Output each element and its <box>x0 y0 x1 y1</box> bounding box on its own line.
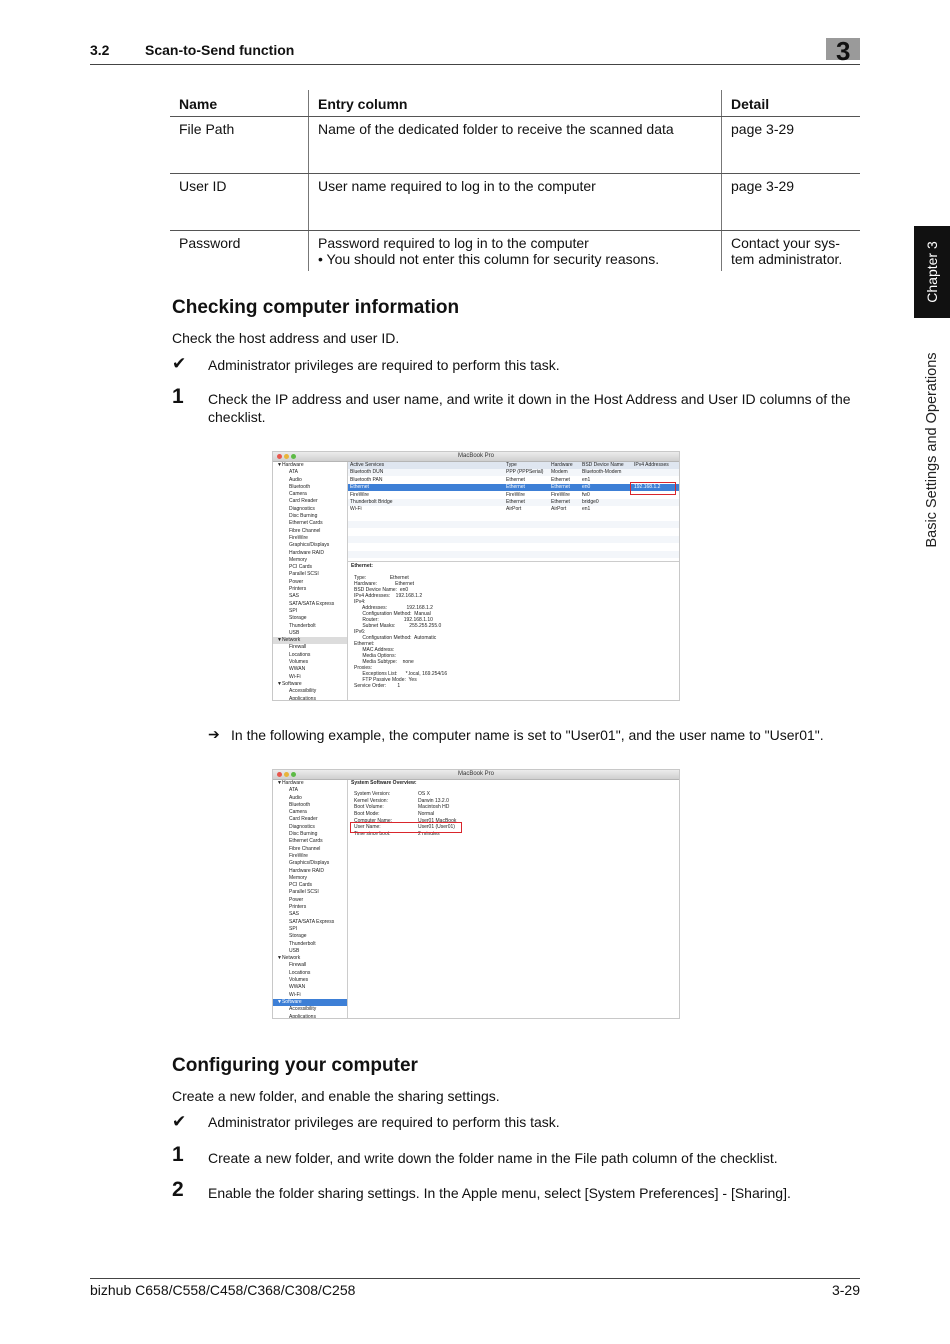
sidebar-item: Audio <box>289 794 302 801</box>
sidebar-item: Applications <box>289 1013 316 1019</box>
net-cell: 192.168.1.2 <box>634 484 661 491</box>
detail-line: Configuration Method: Automatic <box>354 635 437 642</box>
sidebar-item: Camera <box>289 809 307 816</box>
sidebar-item: Memory <box>289 556 308 563</box>
row-detail: page 3-29 <box>722 174 861 231</box>
table-row <box>170 174 860 231</box>
minimize-dot-icon <box>284 772 289 777</box>
chapter-title-tab <box>914 330 950 570</box>
table-header-row <box>170 90 860 117</box>
net-cell: en1 <box>582 506 591 513</box>
sidebar-item: Graphics/Displays <box>289 860 330 867</box>
network-services-list <box>348 462 679 558</box>
chapter-side-tab-label: Chapter 3 <box>924 241 940 303</box>
section-number: 3.2 <box>90 42 110 58</box>
sidebar-item: Ethernet Cards <box>289 838 323 845</box>
sidebar-item: Disc Burning <box>289 513 318 520</box>
sidebar-item: Card Reader <box>289 816 318 823</box>
net-column-header: Active Services <box>350 462 385 468</box>
sidebar-item: SAS <box>289 593 300 600</box>
sidebar-item: ▼Network <box>277 955 301 962</box>
detail-line: Exceptions List: *.local, 169.254/16 <box>354 671 448 678</box>
detail-line: IPv6: <box>354 629 366 636</box>
sidebar-item: ▼Hardware <box>277 780 304 786</box>
sidebar-item: Hardware RAID <box>289 549 325 556</box>
net-cell: PPP (PPPSerial) <box>506 469 544 476</box>
sidebar-item: Memory <box>289 874 308 881</box>
sidebar-item: ▼Software <box>277 680 302 687</box>
overview-key: Kernel Version: <box>354 797 388 804</box>
net-cell: FireWire <box>506 491 525 498</box>
row-name: Password <box>179 235 241 251</box>
sidebar-item: Locations <box>289 651 311 658</box>
sidebar-item: Fibre Channel <box>289 845 321 852</box>
net-row <box>348 469 679 476</box>
page-number: 3-29 <box>831 1282 860 1298</box>
sidebar-item: ATA <box>289 787 298 794</box>
sidebar-item: PCI Cards <box>289 564 313 571</box>
sidebar-item: Locations <box>289 969 311 976</box>
overview-value: Darwin 13.2.0 <box>418 797 449 804</box>
table-row <box>170 117 860 174</box>
overview-value: User01 (User01) <box>418 824 455 831</box>
net-cell: Ethernet <box>551 499 570 505</box>
net-cell: Bluetooth-Modem <box>582 469 622 476</box>
example-note: In the following example, the computer name is set to "User01", and the user name to "User01". <box>231 727 824 743</box>
overview-key: Boot Volume: <box>354 804 384 811</box>
chapter-number: 3 <box>836 36 851 66</box>
step-number: 2 <box>172 1178 184 1201</box>
net-empty-row <box>348 551 679 558</box>
prerequisite-note: Administrator privileges are required to perform this task. <box>208 1114 560 1130</box>
overview-value: User01 MacBook <box>418 817 457 824</box>
net-cell: Ethernet <box>506 499 525 505</box>
sidebar-item: SATA/SATA Express <box>289 918 335 925</box>
sidebar-item: Card Reader <box>289 498 318 505</box>
overview-title: System Software Overview: <box>351 780 417 786</box>
window-title: MacBook Pro <box>457 453 494 459</box>
net-column-header: IPv4 Addresses <box>634 462 669 468</box>
overview-key: System Version: <box>354 791 391 798</box>
minimize-dot-icon <box>284 454 289 459</box>
net-cell: Modem <box>551 469 568 476</box>
section-intro: Create a new folder, and enable the sharing settings. <box>172 1088 500 1104</box>
prerequisite-note: Administrator privileges are required to perform this task. <box>208 357 560 373</box>
sidebar-item: Accessibility <box>289 688 317 695</box>
row-name: File Path <box>170 117 309 174</box>
software-overview-pane <box>348 780 679 1018</box>
net-column-header: Type <box>506 462 517 468</box>
row-entry-bullet: • You should not enter this column for security reasons. <box>318 251 660 267</box>
net-cell: Bluetooth DUN <box>350 469 384 476</box>
row-detail: page 3-29 <box>722 117 861 174</box>
net-row <box>348 499 679 506</box>
sidebar-item: SATA/SATA Express <box>289 600 335 607</box>
sidebar-item: SPI <box>289 607 298 614</box>
detail-line: FTP Passive Mode: Yes <box>354 677 417 684</box>
window-titlebar <box>273 452 679 462</box>
net-cell: Ethernet <box>551 476 570 483</box>
sidebar-item: FireWire <box>289 852 308 859</box>
detail-line: IPv4: <box>354 599 366 606</box>
header-rule <box>90 64 860 65</box>
detail-line: Configuration Method: Manual <box>354 611 431 618</box>
sidebar-item: ATA <box>289 469 298 476</box>
zoom-dot-icon <box>291 454 296 459</box>
sidebar-item: Parallel SCSI <box>289 889 319 896</box>
net-cell: AirPort <box>506 506 522 513</box>
step-number: 1 <box>172 385 184 408</box>
sidebar-item: Power <box>289 578 304 585</box>
section-intro: Check the host address and user ID. <box>172 330 400 346</box>
net-cell: Ethernet <box>350 484 369 491</box>
overview-key: Computer Name: <box>354 817 393 824</box>
window-title: MacBook Pro <box>457 771 494 777</box>
net-cell: Wi-Fi <box>350 506 362 513</box>
sidebar-item: Firewall <box>289 962 307 969</box>
arrow-icon: ➔ <box>208 726 220 742</box>
sidebar-item: Camera <box>289 491 307 498</box>
sidebar-item: Volumes <box>289 977 309 984</box>
sidebar-item: Ethernet Cards <box>289 520 323 527</box>
section-heading: Configuring your computer <box>172 1055 418 1076</box>
ip-address-callout <box>630 482 676 495</box>
sidebar-item: WWAN <box>289 984 306 991</box>
sidebar-item: Wi-Fi <box>289 673 301 680</box>
row-entry-cell <box>309 231 722 272</box>
sidebar-item: Firewall <box>289 644 307 651</box>
row-name: User ID <box>170 174 309 231</box>
entry-table <box>170 90 860 271</box>
overview-row <box>351 811 679 818</box>
detail-line: Hardware: Ethernet <box>354 581 415 588</box>
net-cell: Ethernet <box>506 476 525 483</box>
detail-line: Addresses: 192.168.1.2 <box>354 605 433 612</box>
net-cell: bridge0 <box>582 499 599 505</box>
sidebar-item: FireWire <box>289 534 308 541</box>
column-header-detail: Detail <box>722 90 861 117</box>
row-entry: User name required to log in to the computer <box>309 174 722 231</box>
detail-line: Proxies: <box>354 665 373 672</box>
net-empty-row <box>348 536 679 543</box>
sidebar-item: Volumes <box>289 659 309 666</box>
net-cell: Thunderbolt Bridge <box>350 499 393 505</box>
detail-line: Type: Ethernet <box>354 575 409 582</box>
net-empty-row <box>348 529 679 536</box>
column-header-name: Name <box>170 90 309 117</box>
sidebar <box>273 780 348 1018</box>
sidebar-item: Diagnostics <box>289 823 315 830</box>
sidebar-item: Bluetooth <box>289 801 311 808</box>
net-cell: en1 <box>582 476 591 483</box>
sidebar-item: Printers <box>289 586 307 593</box>
net-cell: FireWire <box>551 491 570 498</box>
sidebar-item: ▼Hardware <box>277 462 304 468</box>
system-information-screenshot-network <box>272 451 680 701</box>
net-row <box>348 506 679 513</box>
column-header-entry: Entry column <box>309 90 722 117</box>
sidebar-item: PCI Cards <box>289 882 313 889</box>
net-empty-row <box>348 543 679 550</box>
sidebar-item: Graphics/Displays <box>289 542 330 549</box>
net-empty-row <box>348 514 679 521</box>
net-column-header: BSD Device Name <box>582 462 624 468</box>
sidebar-item: Hardware RAID <box>289 867 325 874</box>
net-cell: fw0 <box>582 491 590 498</box>
step-text: Check the IP address and user name, and write it down in the Host Address and User ID columns of the checklist. <box>208 391 851 425</box>
net-header-row <box>348 462 679 469</box>
sidebar-item: Parallel SCSI <box>289 571 319 578</box>
overview-row <box>351 804 679 811</box>
detail-line: Router: 192.168.1.10 <box>354 617 433 624</box>
net-column-header: Hardware <box>551 462 573 468</box>
net-cell: Ethernet <box>506 484 525 491</box>
detail-line: Media Subtype: none <box>354 659 414 666</box>
sidebar-item: Accessibility <box>289 1006 317 1013</box>
section-heading: Checking computer information <box>172 297 460 318</box>
sidebar-item: Wi-Fi <box>289 991 301 998</box>
sidebar-item: Printers <box>289 904 307 911</box>
sidebar-item: Storage <box>289 615 307 622</box>
sidebar-item: Audio <box>289 476 302 483</box>
overview-value: OS X <box>418 791 430 798</box>
net-cell: en0 <box>582 484 591 491</box>
sidebar-item: SPI <box>289 925 298 932</box>
chapter-title-label: Basic Settings and Operations <box>924 352 940 548</box>
row-entry: Name of the dedicated folder to receive the scanned data <box>309 117 722 174</box>
overview-value: Macintosh HD <box>418 804 450 811</box>
detail-line: Media Options: <box>354 653 396 660</box>
detail-line: Service Order: 1 <box>354 683 401 690</box>
sidebar-item: USB <box>289 629 300 636</box>
sidebar-item: Power <box>289 896 304 903</box>
sidebar-item: Thunderbolt <box>289 940 316 947</box>
detail-line: BSD Device Name: en0 <box>354 587 409 594</box>
network-detail-pane <box>348 561 679 700</box>
detail-line: IPv4 Addresses: 192.168.1.2 <box>354 593 423 600</box>
sidebar-item: WWAN <box>289 666 306 673</box>
detail-line: Ethernet: <box>354 641 375 648</box>
overview-key: Time since boot: <box>354 830 391 837</box>
system-information-screenshot-software <box>272 769 680 1019</box>
detail-title: Ethernet: <box>351 563 373 569</box>
net-cell: FireWire <box>350 491 369 498</box>
sidebar-item: SAS <box>289 911 300 918</box>
overview-key: User Name: <box>354 824 381 831</box>
table-row <box>170 231 860 272</box>
zoom-dot-icon <box>291 772 296 777</box>
sidebar-item: Applications <box>289 695 316 701</box>
step-number: 1 <box>172 1143 184 1166</box>
detail-line: MAC Address: <box>354 647 395 654</box>
user-name-callout <box>350 822 462 833</box>
footer-model: bizhub C658/C558/C458/C368/C308/C258 <box>90 1282 356 1298</box>
sidebar-item: USB <box>289 947 300 954</box>
sidebar-item: Fibre Channel <box>289 527 321 534</box>
net-empty-row <box>348 521 679 528</box>
sidebar <box>273 462 348 700</box>
chapter-side-tab-label-wrap <box>914 226 950 318</box>
sidebar-item: Bluetooth <box>289 483 311 490</box>
close-dot-icon <box>277 772 282 777</box>
net-cell: Ethernet <box>551 484 570 491</box>
step-text: Create a new folder, and write down the folder name in the File path column of the checklist. <box>208 1150 778 1166</box>
overview-row <box>351 791 679 798</box>
net-cell: Bluetooth PAN <box>350 476 383 483</box>
sidebar-item: Storage <box>289 933 307 940</box>
sidebar-item: Thunderbolt <box>289 622 316 629</box>
check-mark-icon: ✔ <box>172 354 187 373</box>
step-text: Enable the folder sharing settings. In the Apple menu, select [System Preferences] - [Sharing]. <box>208 1185 791 1201</box>
section-title: Scan-to-Send function <box>145 42 295 58</box>
footer-rule <box>90 1278 860 1279</box>
window-titlebar <box>273 770 679 780</box>
overview-key: Boot Mode: <box>354 811 380 818</box>
check-mark-icon: ✔ <box>172 1112 187 1131</box>
row-detail: Contact your sys-tem administrator. <box>722 231 861 272</box>
detail-line: Subnet Masks: 255.255.255.0 <box>354 623 442 630</box>
sidebar-item: ▼Software <box>273 999 347 1006</box>
sidebar-item: Disc Burning <box>289 831 318 838</box>
overview-row <box>351 798 679 805</box>
overview-value: 2 minutes <box>418 830 440 837</box>
sidebar-item: Diagnostics <box>289 505 315 512</box>
row-entry: Password required to log in to the computer <box>318 235 589 251</box>
overview-value: Normal <box>418 811 435 818</box>
close-dot-icon <box>277 454 282 459</box>
sidebar-item: ▼Network <box>273 637 347 644</box>
net-cell: AirPort <box>551 506 567 513</box>
